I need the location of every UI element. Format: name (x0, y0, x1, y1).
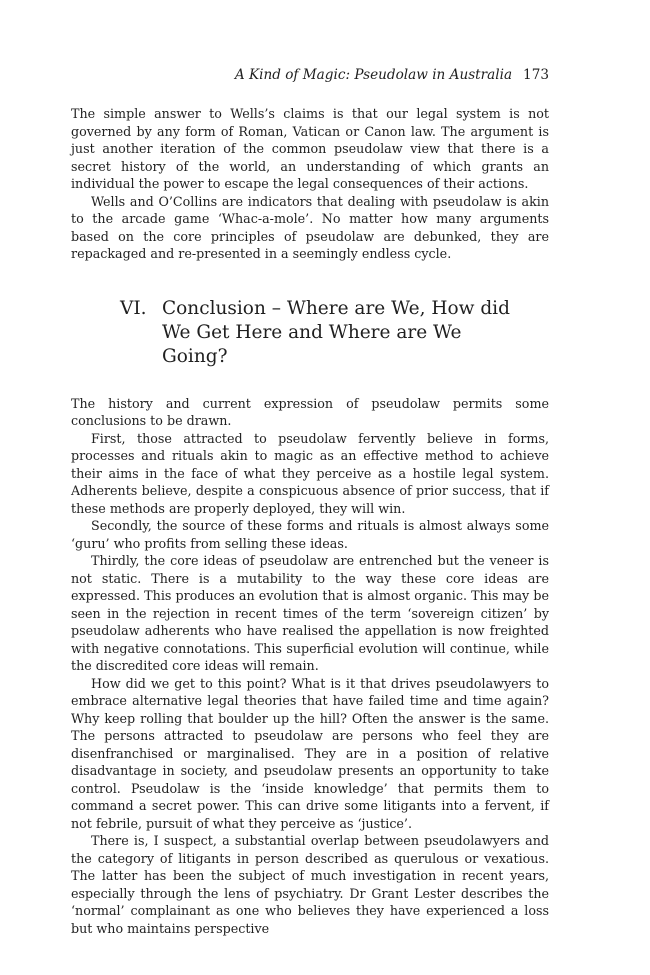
paragraph: There is, I suspect, a substantial overlap between pseudolawyers and the category of litigants in person described as querulous or vexatious. The latter has been the subject of much investigation in recent years, especially through the lens of psychiatry. Dr Grant Lester describes the ‘normal’ complainant as one who believes they have experienced a loss but who maintains perspective (71, 833, 549, 936)
paragraph: The simple answer to Wells’s claims is that our legal system is not governed by any form of Roman, Vatican or Canon law. The argument is just another iteration of the common pseudolaw view that there is a secret history of the world, an understanding of which grants an individual the power to escape the legal consequences of their actions. (71, 106, 549, 191)
running-head (71, 66, 549, 84)
book-page (71, 66, 549, 937)
paragraph: Wells and O’Collins are indicators that dealing with pseudolaw is akin to the arcade game ‘Whac-a-mole’. No matter how many arguments based on the core principles of pseudolaw are debunked, they are repackaged and re-presented in a seemingly endless cycle. (71, 193, 549, 261)
section-title: Conclusion – Where are We, How did We Get Here and Where are We Going? (162, 297, 510, 367)
paragraph: The history and current expression of pseudolaw permits some conclusions to be drawn. (71, 395, 549, 428)
page-number: 173 (523, 67, 549, 83)
section-body (71, 395, 549, 938)
paragraph: First, those attracted to pseudolaw fervently believe in forms, processes and rituals akin to magic as an effective method to achieve their aims in the face of what they perceive as a hostile legal system. Adherents believe, despite a conspicuous absence of prior success, that if these methods are properly deployed, they will win. (71, 430, 549, 516)
paragraph: How did we get to this point? What is it that drives pseudolawyers to embrace alternative legal theories that have failed time and time again? Why keep rolling that boulder up the hill? Often the answer is the same. The persons attracted to pseudolaw are persons who feel they are disenfranchised or marginalised. They are in a position of relative disadvantage in society, and pseudolaw presents an opportunity to take control. Pseudolaw is the ‘inside knowledge’ that permits them to command a secret power. This can drive some litigants into a fervent, if not febrile, pursuit of what they perceive as ‘justice’. (71, 675, 549, 831)
paragraph: Thirdly, the core ideas of pseudolaw are entrenched but the veneer is not static. There is a mutability to the way these core ideas are expressed. This produces an evolution that is almost organic. This may be seen in the rejection in recent times of the term ‘sovereign citizen’ by pseudolaw adherents who have realised the appellation is now freighted with negative connotations. This superficial evolution will continue, while the discredited core ideas will remain. (71, 553, 549, 673)
section-number: VI. (120, 297, 147, 319)
paragraph: Secondly, the source of these forms and rituals is almost always some ‘guru’ who profits from selling these ideas. (71, 518, 549, 551)
running-title: A Kind of Magic: Pseudolaw in Australia (234, 67, 513, 83)
section-heading (71, 297, 549, 369)
pre-section-text (71, 105, 549, 263)
